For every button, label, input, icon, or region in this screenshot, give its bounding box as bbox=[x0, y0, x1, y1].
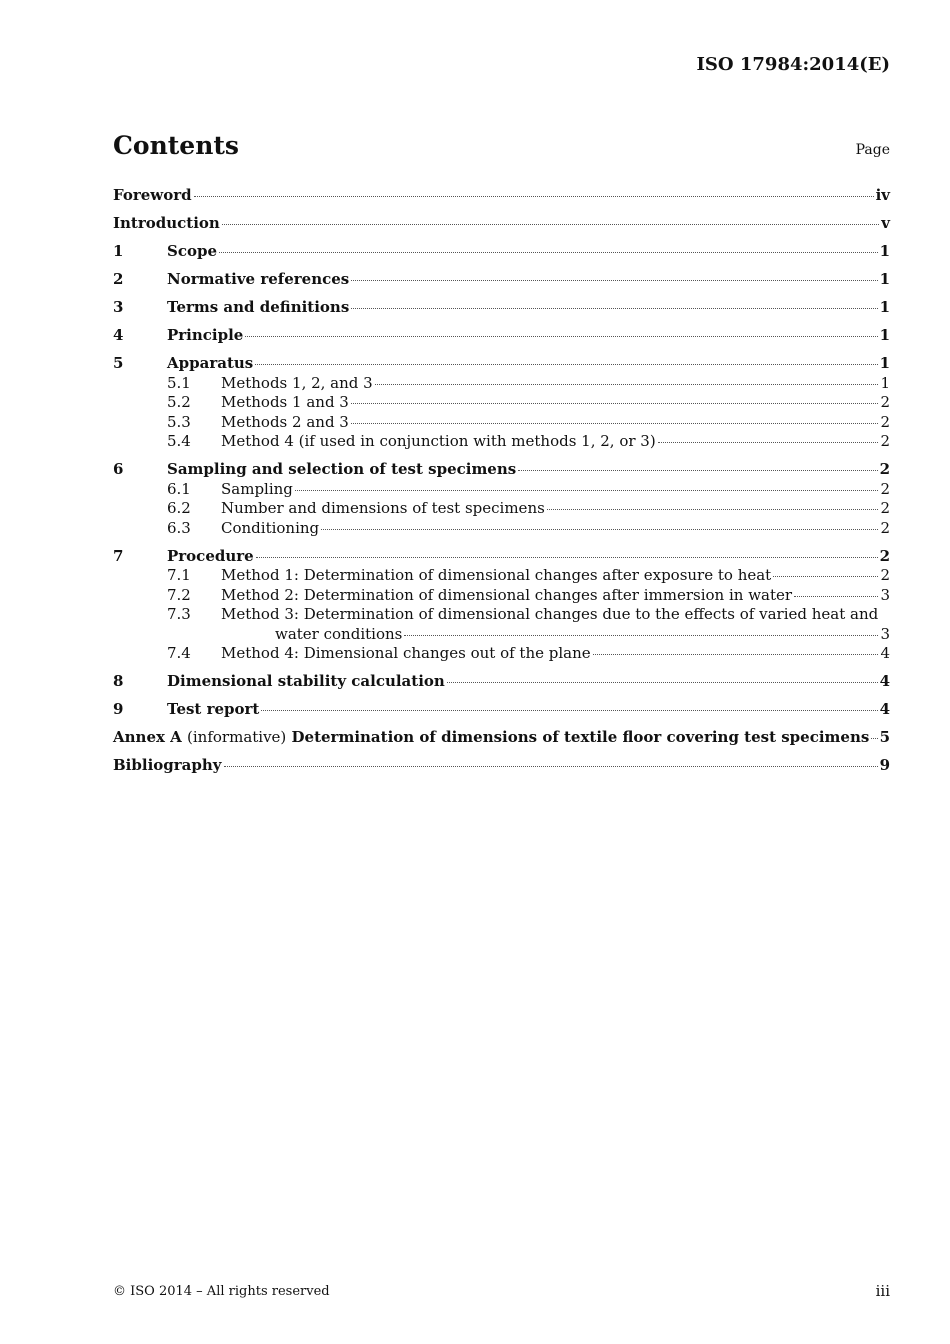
dot-leader bbox=[194, 196, 874, 197]
dot-leader bbox=[547, 509, 879, 510]
toc-entry-page: 2 bbox=[880, 393, 890, 411]
toc-entry-page: 2 bbox=[879, 546, 890, 565]
toc-entry-number: 5.2 bbox=[167, 393, 191, 411]
toc-entry-title: Scope bbox=[167, 242, 218, 260]
toc-entry-bibliography[interactable] bbox=[113, 756, 890, 776]
toc-entry-title: Bibliography bbox=[113, 756, 222, 774]
dot-leader bbox=[871, 738, 877, 739]
toc-entry-page: 1 bbox=[879, 326, 890, 344]
toc-entry-page: 1 bbox=[879, 298, 890, 316]
toc-entry-number: 7 bbox=[113, 546, 124, 565]
toc-entry-page: 2 bbox=[880, 518, 890, 537]
toc-entry-title: Methods 1 and 3 bbox=[221, 393, 349, 411]
toc-entry-page: 2 bbox=[880, 499, 890, 517]
dot-leader bbox=[351, 280, 877, 281]
toc-entry-title: Method 1: Determination of dimensional changes after exposure to heat bbox=[221, 566, 772, 584]
toc-entry-page: 2 bbox=[879, 460, 890, 478]
toc-entry-title: Test report bbox=[167, 700, 260, 718]
toc-entry-number: 9 bbox=[113, 700, 124, 718]
toc-entry-apparatus[interactable] bbox=[113, 354, 890, 374]
dot-leader bbox=[404, 635, 878, 636]
contents-header bbox=[113, 131, 890, 160]
toc-entry-test-report[interactable] bbox=[113, 700, 890, 720]
toc-entry-page: 4 bbox=[880, 644, 890, 662]
copyright-notice: © ISO 2014 – All rights reserved bbox=[113, 1284, 330, 1299]
toc-entry-number: 6 bbox=[113, 460, 124, 478]
toc-entry-title bbox=[113, 728, 869, 748]
toc-entry-number: 3 bbox=[113, 298, 124, 316]
toc-entry-number: 7.4 bbox=[167, 644, 191, 662]
toc-entry-number: 7.1 bbox=[167, 566, 191, 584]
toc-subentry-7-3-continued[interactable] bbox=[113, 625, 890, 645]
toc-entry-page: 2 bbox=[880, 432, 890, 450]
toc-subentry-7-3[interactable] bbox=[113, 605, 890, 625]
dot-leader bbox=[593, 654, 879, 655]
dot-leader bbox=[351, 403, 879, 404]
dot-leader bbox=[256, 557, 878, 558]
toc-entry-number: 7.2 bbox=[167, 585, 191, 604]
toc-entry-number: 6.1 bbox=[167, 479, 191, 498]
dot-leader bbox=[351, 308, 877, 309]
toc-subentry-6-2[interactable] bbox=[113, 499, 890, 519]
toc-entry-page: 1 bbox=[879, 270, 890, 288]
dot-leader bbox=[773, 576, 878, 577]
dot-leader bbox=[321, 529, 878, 530]
toc-subentry-7-2[interactable] bbox=[113, 586, 890, 606]
dot-leader bbox=[295, 490, 879, 491]
toc-entry-foreword[interactable] bbox=[113, 186, 890, 206]
toc-entry-page: 2 bbox=[880, 412, 890, 431]
toc-entry-number: 6.2 bbox=[167, 499, 191, 517]
toc-entry-number: 2 bbox=[113, 270, 124, 288]
toc-subentry-7-4[interactable] bbox=[113, 644, 890, 664]
dot-leader bbox=[794, 596, 878, 597]
toc-entry-page: iv bbox=[875, 186, 890, 204]
toc-entry-title: Principle bbox=[167, 326, 244, 344]
toc-entry-title: Sampling and selection of test specimens bbox=[167, 460, 517, 478]
toc-entry-title: Sampling bbox=[221, 479, 293, 498]
toc-subentry-5-2[interactable] bbox=[113, 393, 890, 413]
toc-entry-title: Methods 2 and 3 bbox=[221, 412, 349, 431]
toc-entry-title: Methods 1, 2, and 3 bbox=[221, 373, 373, 392]
toc-subentry-7-1[interactable] bbox=[113, 566, 890, 586]
toc-entry-title: Apparatus bbox=[167, 354, 254, 372]
toc-entry-page: 1 bbox=[880, 373, 890, 392]
toc-entry-terms-and-definitions[interactable] bbox=[113, 298, 890, 318]
toc-entry-number: 5 bbox=[113, 354, 124, 372]
toc-entry-title: Conditioning bbox=[221, 518, 320, 537]
toc-entry-number: 8 bbox=[113, 672, 124, 690]
toc-subentry-6-1[interactable] bbox=[113, 480, 890, 500]
toc-entry-title: Introduction bbox=[113, 214, 220, 232]
toc-entry-title: Method 4: Dimensional changes out of the plane bbox=[221, 644, 591, 662]
contents-title: Contents bbox=[113, 131, 240, 160]
toc-entry-title: Procedure bbox=[167, 546, 254, 565]
toc-entry-page: 2 bbox=[880, 479, 890, 498]
toc-entry-title: Dimensional stability calculation bbox=[167, 672, 445, 690]
dot-leader bbox=[255, 364, 877, 365]
toc-subentry-6-3[interactable] bbox=[113, 519, 890, 539]
toc-entry-page: v bbox=[881, 214, 890, 232]
toc-entry-sampling-and-selection[interactable] bbox=[113, 460, 890, 480]
toc-entry-number: 7.3 bbox=[167, 605, 191, 623]
toc-entry-number: 1 bbox=[113, 242, 124, 260]
toc-entry-dimensional-stability-calculation[interactable] bbox=[113, 672, 890, 692]
toc-entry-principle[interactable] bbox=[113, 326, 890, 346]
dot-leader bbox=[375, 384, 879, 385]
dot-leader bbox=[518, 470, 877, 471]
toc-entry-page: 4 bbox=[879, 672, 890, 690]
toc-entry-number: 6.3 bbox=[167, 518, 191, 537]
toc-entry-title: Number and dimensions of test specimens bbox=[221, 499, 545, 517]
dot-leader bbox=[261, 710, 877, 711]
toc-subentry-5-1[interactable] bbox=[113, 374, 890, 394]
toc-entry-number: 5.3 bbox=[167, 412, 191, 431]
toc-entry-page: 3 bbox=[880, 585, 890, 604]
toc-entry-title: Terms and definitions bbox=[167, 298, 350, 316]
toc-entry-title: Foreword bbox=[113, 186, 192, 204]
toc-entry-title: Normative references bbox=[167, 270, 350, 288]
toc-entry-number: 4 bbox=[113, 326, 124, 344]
dot-leader bbox=[658, 442, 879, 443]
dot-leader bbox=[245, 336, 877, 337]
dot-leader bbox=[447, 682, 878, 683]
dot-leader bbox=[222, 224, 879, 225]
toc-entry-page: 5 bbox=[879, 728, 890, 746]
toc-entry-title-line2: water conditions bbox=[275, 624, 403, 643]
toc-subentry-5-4[interactable] bbox=[113, 432, 890, 452]
toc-entry-number: 5.1 bbox=[167, 373, 191, 392]
toc-entry-title-line1: Method 3: Determination of dimensional changes due to the effects of varied heat and bbox=[221, 605, 879, 623]
toc-entry-page: 1 bbox=[879, 242, 890, 260]
toc-entry-page: 2 bbox=[880, 566, 890, 584]
dot-leader bbox=[224, 766, 878, 767]
toc-entry-annex-a[interactable] bbox=[113, 728, 890, 748]
toc-entry-page: 3 bbox=[880, 624, 890, 643]
toc-entry-page: 4 bbox=[879, 700, 890, 718]
toc-entry-number: 5.4 bbox=[167, 432, 191, 450]
toc-subentry-5-3[interactable] bbox=[113, 413, 890, 433]
table-of-contents bbox=[113, 186, 890, 776]
document-id: ISO 17984:2014(E) bbox=[696, 54, 890, 75]
toc-entry-page: 1 bbox=[879, 354, 890, 372]
toc-entry-title: Method 2: Determination of dimensional changes after immersion in water bbox=[221, 585, 793, 604]
toc-entry-title: Method 4 (if used in conjunction with methods 1, 2, or 3) bbox=[221, 432, 656, 450]
toc-entry-scope[interactable] bbox=[113, 242, 890, 262]
toc-entry-introduction[interactable] bbox=[113, 214, 890, 234]
toc-entry-page: 9 bbox=[879, 756, 890, 774]
dot-leader bbox=[219, 252, 878, 253]
page-column-label: Page bbox=[855, 142, 890, 158]
toc-entry-procedure[interactable] bbox=[113, 547, 890, 567]
page-number: iii bbox=[875, 1282, 890, 1300]
annex-label: Annex A bbox=[113, 728, 182, 746]
annex-qualifier: (informative) bbox=[187, 728, 287, 746]
toc-entry-normative-references[interactable] bbox=[113, 270, 890, 290]
dot-leader bbox=[351, 423, 879, 424]
annex-title: Determination of dimensions of textile floor covering test specimens bbox=[291, 728, 870, 746]
